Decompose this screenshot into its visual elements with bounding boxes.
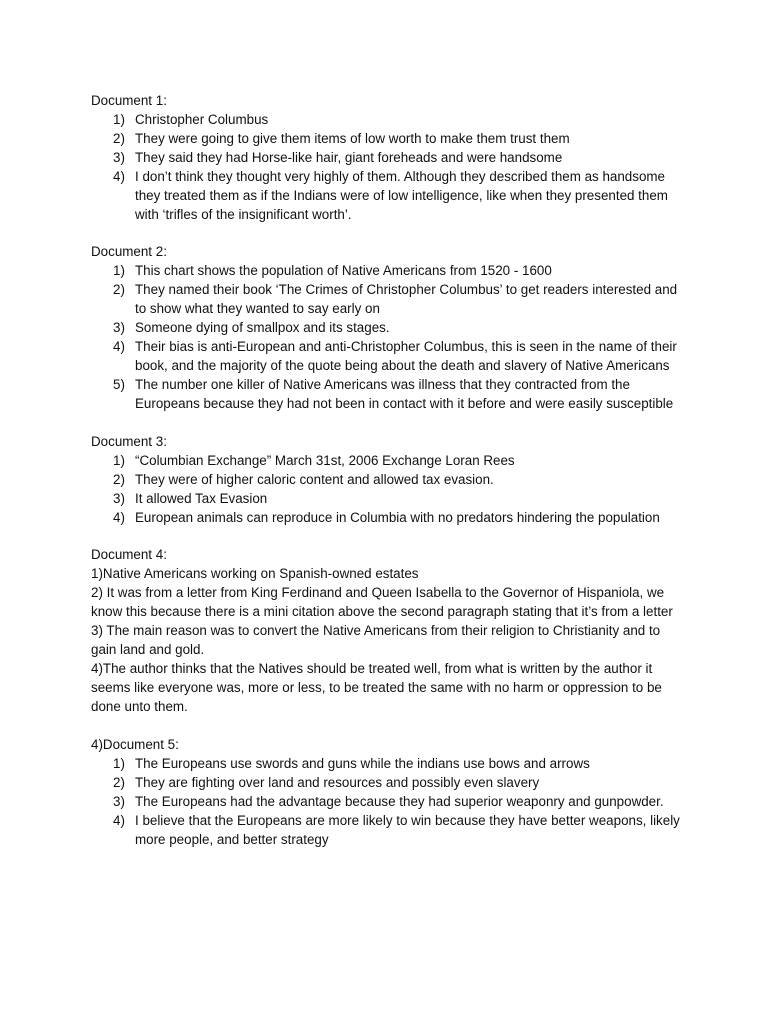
section-document-2: [91, 242, 683, 413]
section-document-5: [91, 735, 683, 849]
list-item: [91, 773, 683, 792]
list-item: [91, 110, 683, 129]
item-text: It allowed Tax Evasion: [135, 490, 268, 506]
list-item: [91, 470, 683, 489]
section-document-3: [91, 432, 683, 527]
paragraph: 4)The author thinks that the Natives should be treated well, from what is written by the author it seems like everyone was, more or less, to be treated the same with no harm or oppression to be done unto them.: [91, 661, 662, 714]
item-number: 1): [113, 452, 125, 468]
list-item: [91, 318, 683, 337]
item-number: 2): [113, 471, 125, 487]
document-page: [91, 91, 683, 868]
list-item: [91, 129, 683, 148]
item-number: 4): [113, 168, 125, 184]
item-number: 2): [113, 774, 125, 790]
item-text: They are fighting over land and resources and possibly even slavery: [135, 774, 540, 790]
list-item: [91, 451, 683, 470]
paragraph: 2) It was from a letter from King Ferdinand and Queen Isabella to the Governor of Hispaniola, we know this because there is a mini citation above the second paragraph stating that it’s from a letter: [91, 585, 673, 619]
item-number: 3): [113, 320, 125, 335]
list-item: [91, 167, 683, 224]
list-item: [91, 148, 683, 167]
list-item: [91, 375, 683, 413]
section-heading: 4)Document 5:: [91, 736, 179, 752]
list-item: [91, 811, 683, 849]
item-number: 3): [113, 793, 125, 809]
section-document-4: [91, 545, 683, 716]
list-item: [91, 754, 683, 773]
item-text: They named their book ‘The Crimes of Christopher Columbus’ to get readers interested and to show what they wanted to say early on: [135, 282, 678, 316]
list-item: [91, 792, 683, 811]
section-heading: Document 3:: [91, 433, 167, 449]
item-text: Their bias is anti-European and anti-Christopher Columbus, this is seen in the name of their book, and the majority of the quote being about the death and slavery of Native Americans: [135, 339, 677, 373]
item-text: This chart shows the population of Native Americans from 1520 - 1600: [135, 263, 552, 278]
item-number: 3): [113, 149, 125, 165]
item-number: 4): [113, 812, 125, 828]
item-text: Christopher Columbus: [135, 111, 269, 127]
item-text: European animals can reproduce in Columbia with no predators hindering the population: [135, 509, 660, 525]
item-number: 1): [113, 111, 125, 127]
section-heading: Document 1:: [91, 92, 167, 108]
item-number: 5): [113, 377, 125, 392]
list-item: [91, 337, 683, 375]
item-number: 2): [113, 282, 125, 297]
item-text: Someone dying of smallpox and its stages.: [135, 320, 390, 335]
item-text: I believe that the Europeans are more likely to win because they have better weapons, likely more people, and better strategy: [135, 812, 680, 847]
item-number: 2): [113, 130, 125, 146]
item-number: 4): [113, 339, 125, 354]
item-number: 3): [113, 490, 125, 506]
item-text: They said they had Horse-like hair, giant foreheads and were handsome: [135, 149, 563, 165]
section-heading: Document 2:: [91, 244, 167, 259]
item-text: The Europeans use swords and guns while the indians use bows and arrows: [135, 755, 590, 771]
list-item: [91, 508, 683, 527]
list-item: [91, 489, 683, 508]
paragraph: 1)Native Americans working on Spanish-owned estates: [91, 566, 419, 581]
item-number: 4): [113, 509, 125, 525]
section-heading: Document 4:: [91, 547, 167, 562]
section-document-1: [91, 91, 683, 224]
item-text: They were going to give them items of low worth to make them trust them: [135, 130, 570, 146]
item-text: The number one killer of Native Americans was illness that they contracted from the Europeans because they had not been in contact with it before and were easily susceptible: [135, 377, 674, 411]
item-text: “Columbian Exchange” March 31st, 2006 Exchange Loran Rees: [135, 452, 515, 468]
item-text: The Europeans had the advantage because they had superior weaponry and gunpowder.: [135, 793, 664, 809]
item-text: I don’t think they thought very highly of them. Although they described them as handsome they treated them as if the Indians were of low intelligence, like when they presented them with ‘trifles of the insignificant worth’.: [135, 168, 668, 222]
item-number: 1): [113, 755, 125, 771]
item-number: 1): [113, 263, 125, 278]
list-item: [91, 261, 683, 280]
paragraph: 3) The main reason was to convert the Native Americans from their religion to Christianity and to gain land and gold.: [91, 623, 661, 657]
item-text: They were of higher caloric content and allowed tax evasion.: [135, 471, 494, 487]
list-item: [91, 280, 683, 318]
